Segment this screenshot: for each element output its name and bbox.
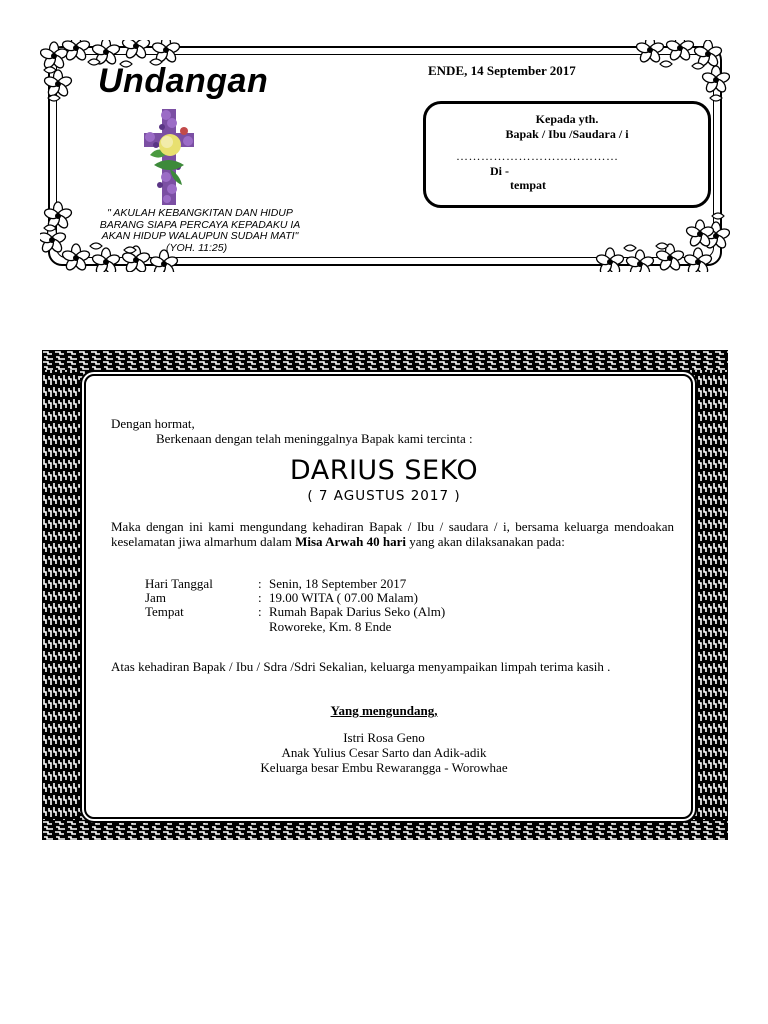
invitation-paragraph — [111, 520, 674, 549]
recipient-blank-line: ………………………………… — [456, 149, 619, 163]
intro-line: Berkenaan dengan telah meninggalnya Bapak kami tercinta : — [156, 431, 473, 446]
closing-paragraph: Atas kehadiran Bapak / Ibu / Sdra /Sdri Sekalian, keluarga menyampaikan limpah terima kasih . — [111, 659, 611, 674]
recipient-line-di: Di - — [490, 164, 509, 178]
detail-value-time: 19.00 WITA ( 07.00 Malam) — [269, 590, 418, 605]
deceased-date: ( 7 AGUSTUS 2017 ) — [307, 488, 461, 504]
detail-sep-place: : — [258, 604, 262, 619]
recipient-line-2: Bapak / Ibu /Saudara / i — [505, 127, 629, 141]
deceased-name: DARIUS SEKO — [289, 455, 479, 486]
verse-line-1: " AKULAH KEBANGKITAN DAN HIDUP — [107, 207, 293, 219]
verse-line-3: AKAN HIDUP WALAUPUN SUDAH MATI" — [101, 230, 299, 242]
detail-value-place: Rumah Bapak Darius Seko (Alm) — [269, 604, 446, 619]
signer-1: Istri Rosa Geno — [343, 730, 425, 745]
detail-sep-time: : — [258, 590, 262, 605]
letter-date: ENDE, 14 September 2017 — [428, 63, 576, 78]
detail-label-date: Hari Tanggal — [145, 576, 213, 591]
event-name: Misa Arwah 40 hari — [295, 533, 406, 549]
detail-address-continued: Roworeke, Km. 8 Ende — [269, 619, 392, 634]
recipient-line-1: Kepada yth. — [535, 112, 599, 126]
verse-reference: (YOH. 11:25) — [166, 241, 228, 254]
invitation-text-end: yang akan dilaksanakan pada: — [405, 533, 565, 549]
detail-label-place: Tempat — [145, 604, 184, 619]
invitation-text-start: Maka dengan ini kami mengundang kehadiran Bapak / Ibu / saudara / i, bersama keluarga mendoakan keselamatan jiwa almarhum dalam — [111, 519, 674, 549]
signer-3: Keluarga besar Embu Rewarangga - Worowhae — [260, 760, 508, 775]
recipient-line-tempat: tempat — [510, 178, 546, 192]
detail-sep-date: : — [258, 576, 262, 591]
verse-line-2: BARANG SIAPA PERCAYA KEPADAKU IA — [99, 218, 301, 231]
detail-label-time: Jam — [145, 590, 166, 605]
invitation-title: Undangan — [98, 62, 269, 100]
signer-2: Anak Yulius Cesar Sarto dan Adik-adik — [281, 745, 487, 760]
recipient-address-box — [423, 101, 711, 208]
salutation: Dengan hormat, — [111, 416, 195, 431]
detail-value-date: Senin, 18 September 2017 — [269, 576, 407, 591]
signoff: Yang mengundang, — [330, 703, 438, 718]
floral-cross-icon — [140, 107, 196, 207]
bible-verse — [86, 208, 314, 254]
